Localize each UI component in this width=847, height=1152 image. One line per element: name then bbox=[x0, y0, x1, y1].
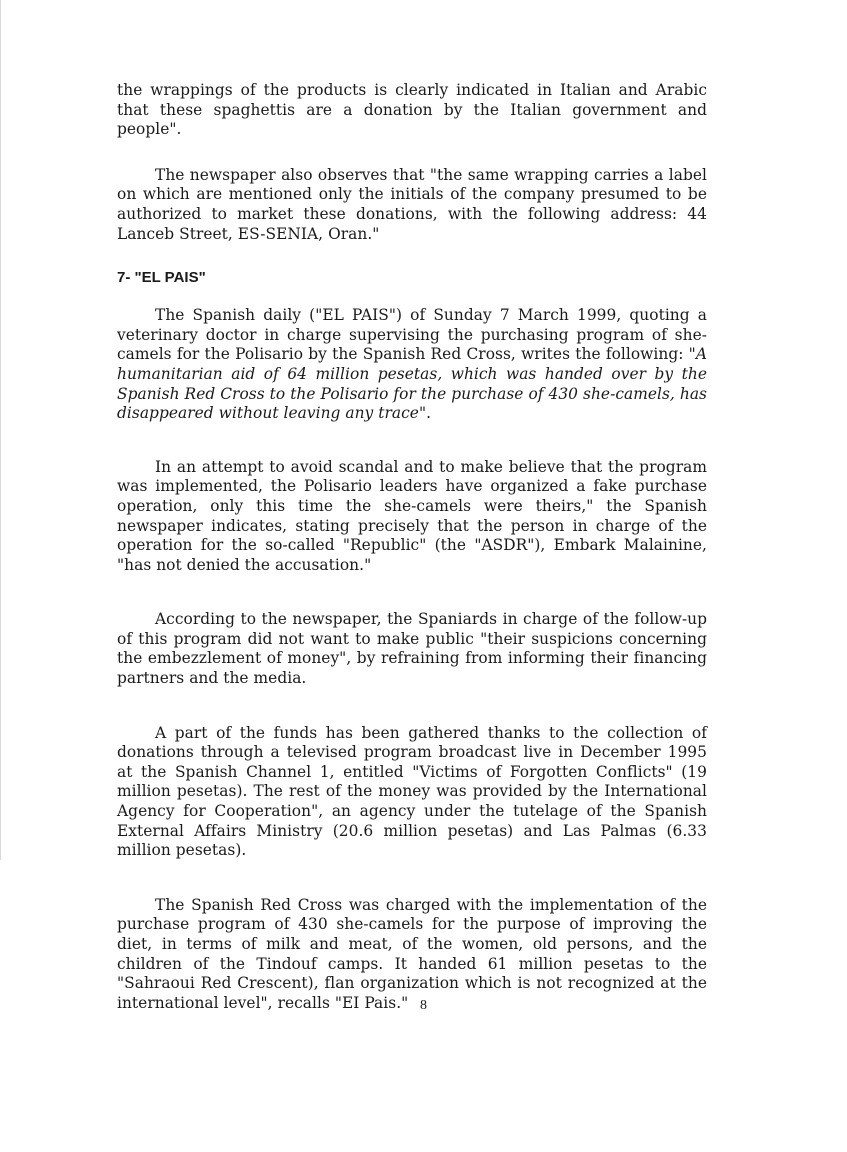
paragraph-fake-purchase: In an attempt to avoid scandal and to make believe that the program was implemented, the Polisario leaders have organized a fake purchase operation, only this time the she-camels were theirs," the Spanish newspaper indicates, stating precisely that the person in charge of the operation for the so-called "Republic" (the "ASDR"), Embark Malainine, "has not denied the accusation." bbox=[117, 457, 707, 574]
page-number: 8 bbox=[420, 998, 427, 1013]
paragraph-el-pais-quote bbox=[117, 306, 707, 424]
paragraph-suspicions: According to the newspaper, the Spaniards in charge of the follow-up of this program did not want to make public "their suspicions concerning the embezzlement of money", by refraining from informing their financing partners and the media. bbox=[117, 610, 707, 688]
document-page bbox=[117, 81, 707, 1013]
section-heading: 7- "EL PAIS" bbox=[117, 269, 206, 287]
scan-edge-line bbox=[0, 0, 1, 860]
paragraph-continuation: the wrappings of the products is clearly indicated in Italian and Arabic that these spaghettis are a donation by the Italian government and people". bbox=[117, 81, 707, 139]
quote-italic: A humanitarian aid of 64 million pesetas, which was handed over by the Spanish Red Cross to the Polisario for the purchase of 430 she-camels, has disappeared without leaving any trace bbox=[117, 345, 707, 423]
paragraph-wrapping-label: The newspaper also observes that "the same wrapping carries a label on which are mentioned only the initials of the company presumed to be authorized to market these donations, with the following address: 44 Lanceb Street, ES-SENIA, Oran." bbox=[117, 165, 707, 243]
paragraph-funds: A part of the funds has been gathered thanks to the collection of donations through a televised program broadcast live in December 1995 at the Spanish Channel 1, entitled "Victims of Forgotten Conflicts" (19 million pesetas). The rest of the money was provided by the International Agency for Cooperation", an agency under the tutelage of the Spanish External Affairs Ministry (20.6 million pesetas) and Las Palmas (6.33 million pesetas). bbox=[117, 723, 707, 860]
paragraph-red-cross: The Spanish Red Cross was charged with the implementation of the purchase program of 430 she-camels for the purpose of improving the diet, in terms of milk and meat, of the women, old persons, and the children of the Tindouf camps. It handed 61 million pesetas to the "Sahraoui Red Crescent), flan organization which is not recognized at the international level", recalls "EI Pais." bbox=[117, 895, 707, 1012]
quote-end: ". bbox=[418, 404, 432, 423]
quote-intro: The Spanish daily ("EL PAIS") of Sunday 7 March 1999, quoting a veterinary doctor in charge supervising the purchasing program of she-camels for the Polisario by the Spanish Red Cross, writes the following: " bbox=[117, 306, 707, 364]
